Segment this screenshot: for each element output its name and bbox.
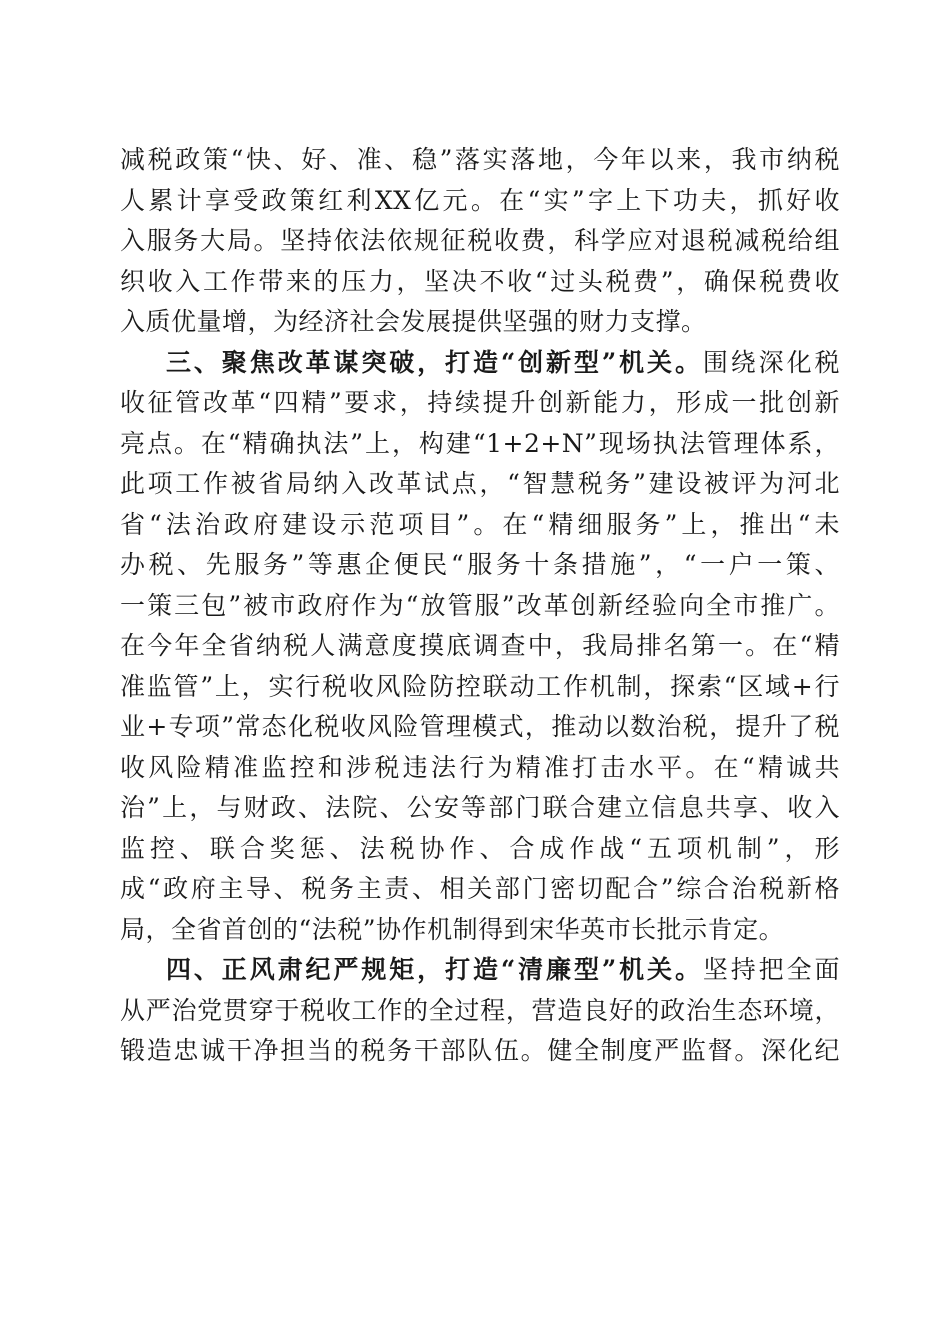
text-line: 收征管改革“四精”要求，持续提升创新能力，形成一批创新 bbox=[120, 388, 840, 417]
text-line: 亮点。在“精确执法”上，构建“1+2+N”现场执法管理体系， bbox=[120, 428, 840, 458]
text-line: 局，全省首创的“法税”协作机制得到宋华英市长批示肯定。 bbox=[120, 914, 785, 944]
text-line: 办税、先服务”等惠企便民“服务十条措施”，“一户一策、 bbox=[120, 550, 840, 579]
text-line: 一策三包”被市政府作为“放管服”改革创新经验向全市推广。 bbox=[120, 590, 840, 620]
text-line: 治”上，与财政、法院、公安等部门联合建立信息共享、收入 bbox=[120, 793, 840, 822]
text-line: 业+专项”常态化税收风险管理模式，推动以数治税，提升了税 bbox=[120, 712, 840, 741]
text-line: 减税政策“快、好、准、稳”落实落地，今年以来，我市纳税 bbox=[120, 145, 840, 174]
text-line: 监控、联合奖惩、法税协作、合成作战“五项机制”，形 bbox=[120, 833, 840, 863]
text-line: 准监管”上，实行税收风险防控联动工作机制，探索“区域+行 bbox=[120, 671, 840, 701]
text-line: 在今年全省纳税人满意度摸底调查中，我局排名第一。在“精 bbox=[120, 631, 840, 660]
text-line: 成“政府主导、税务主责、相关部门密切配合”综合治税新格 bbox=[120, 874, 840, 903]
section-3-first-line bbox=[120, 343, 840, 384]
document-body bbox=[120, 140, 840, 1072]
text-line: 人累计享受政策红利XX亿元。在“实”字上下功夫，抓好收 bbox=[120, 185, 840, 215]
section-3-heading: 三、聚焦改革谋突破，打造“创新型”机关。 bbox=[166, 347, 703, 377]
text-line: 省“法治政府建设示范项目”。在“精细服务”上，推出“未 bbox=[120, 509, 840, 539]
text-line: 收风险精准监控和涉税违法行为精准打击水平。在“精诚共 bbox=[120, 752, 840, 782]
text-line: 入质优量增，为经济社会发展提供坚强的财力支撑。 bbox=[120, 307, 707, 336]
text-line: 织收入工作带来的压力，坚决不收“过头税费”，确保税费收 bbox=[120, 266, 840, 296]
text-line: 锻造忠诚干净担当的税务干部队伍。健全制度严监督。深化纪 bbox=[120, 1036, 840, 1065]
text-line: 入服务大局。坚持依法依规征税收费，科学应对退税减税给组 bbox=[120, 226, 840, 255]
text-line: 此项工作被省局纳入改革试点，“智慧税务”建设被评为河北 bbox=[120, 469, 840, 498]
section-3-first-line-rest: 围绕深化税 bbox=[702, 347, 840, 377]
section-4-heading: 四、正风肃纪严规矩，打造“清廉型”机关。 bbox=[166, 955, 703, 984]
section-4-first-line bbox=[120, 950, 840, 991]
section-4-first-line-rest: 坚持把全面 bbox=[702, 955, 840, 984]
text-line: 从严治党贯穿于税收工作的全过程，营造良好的政治生态环境， bbox=[120, 995, 840, 1025]
